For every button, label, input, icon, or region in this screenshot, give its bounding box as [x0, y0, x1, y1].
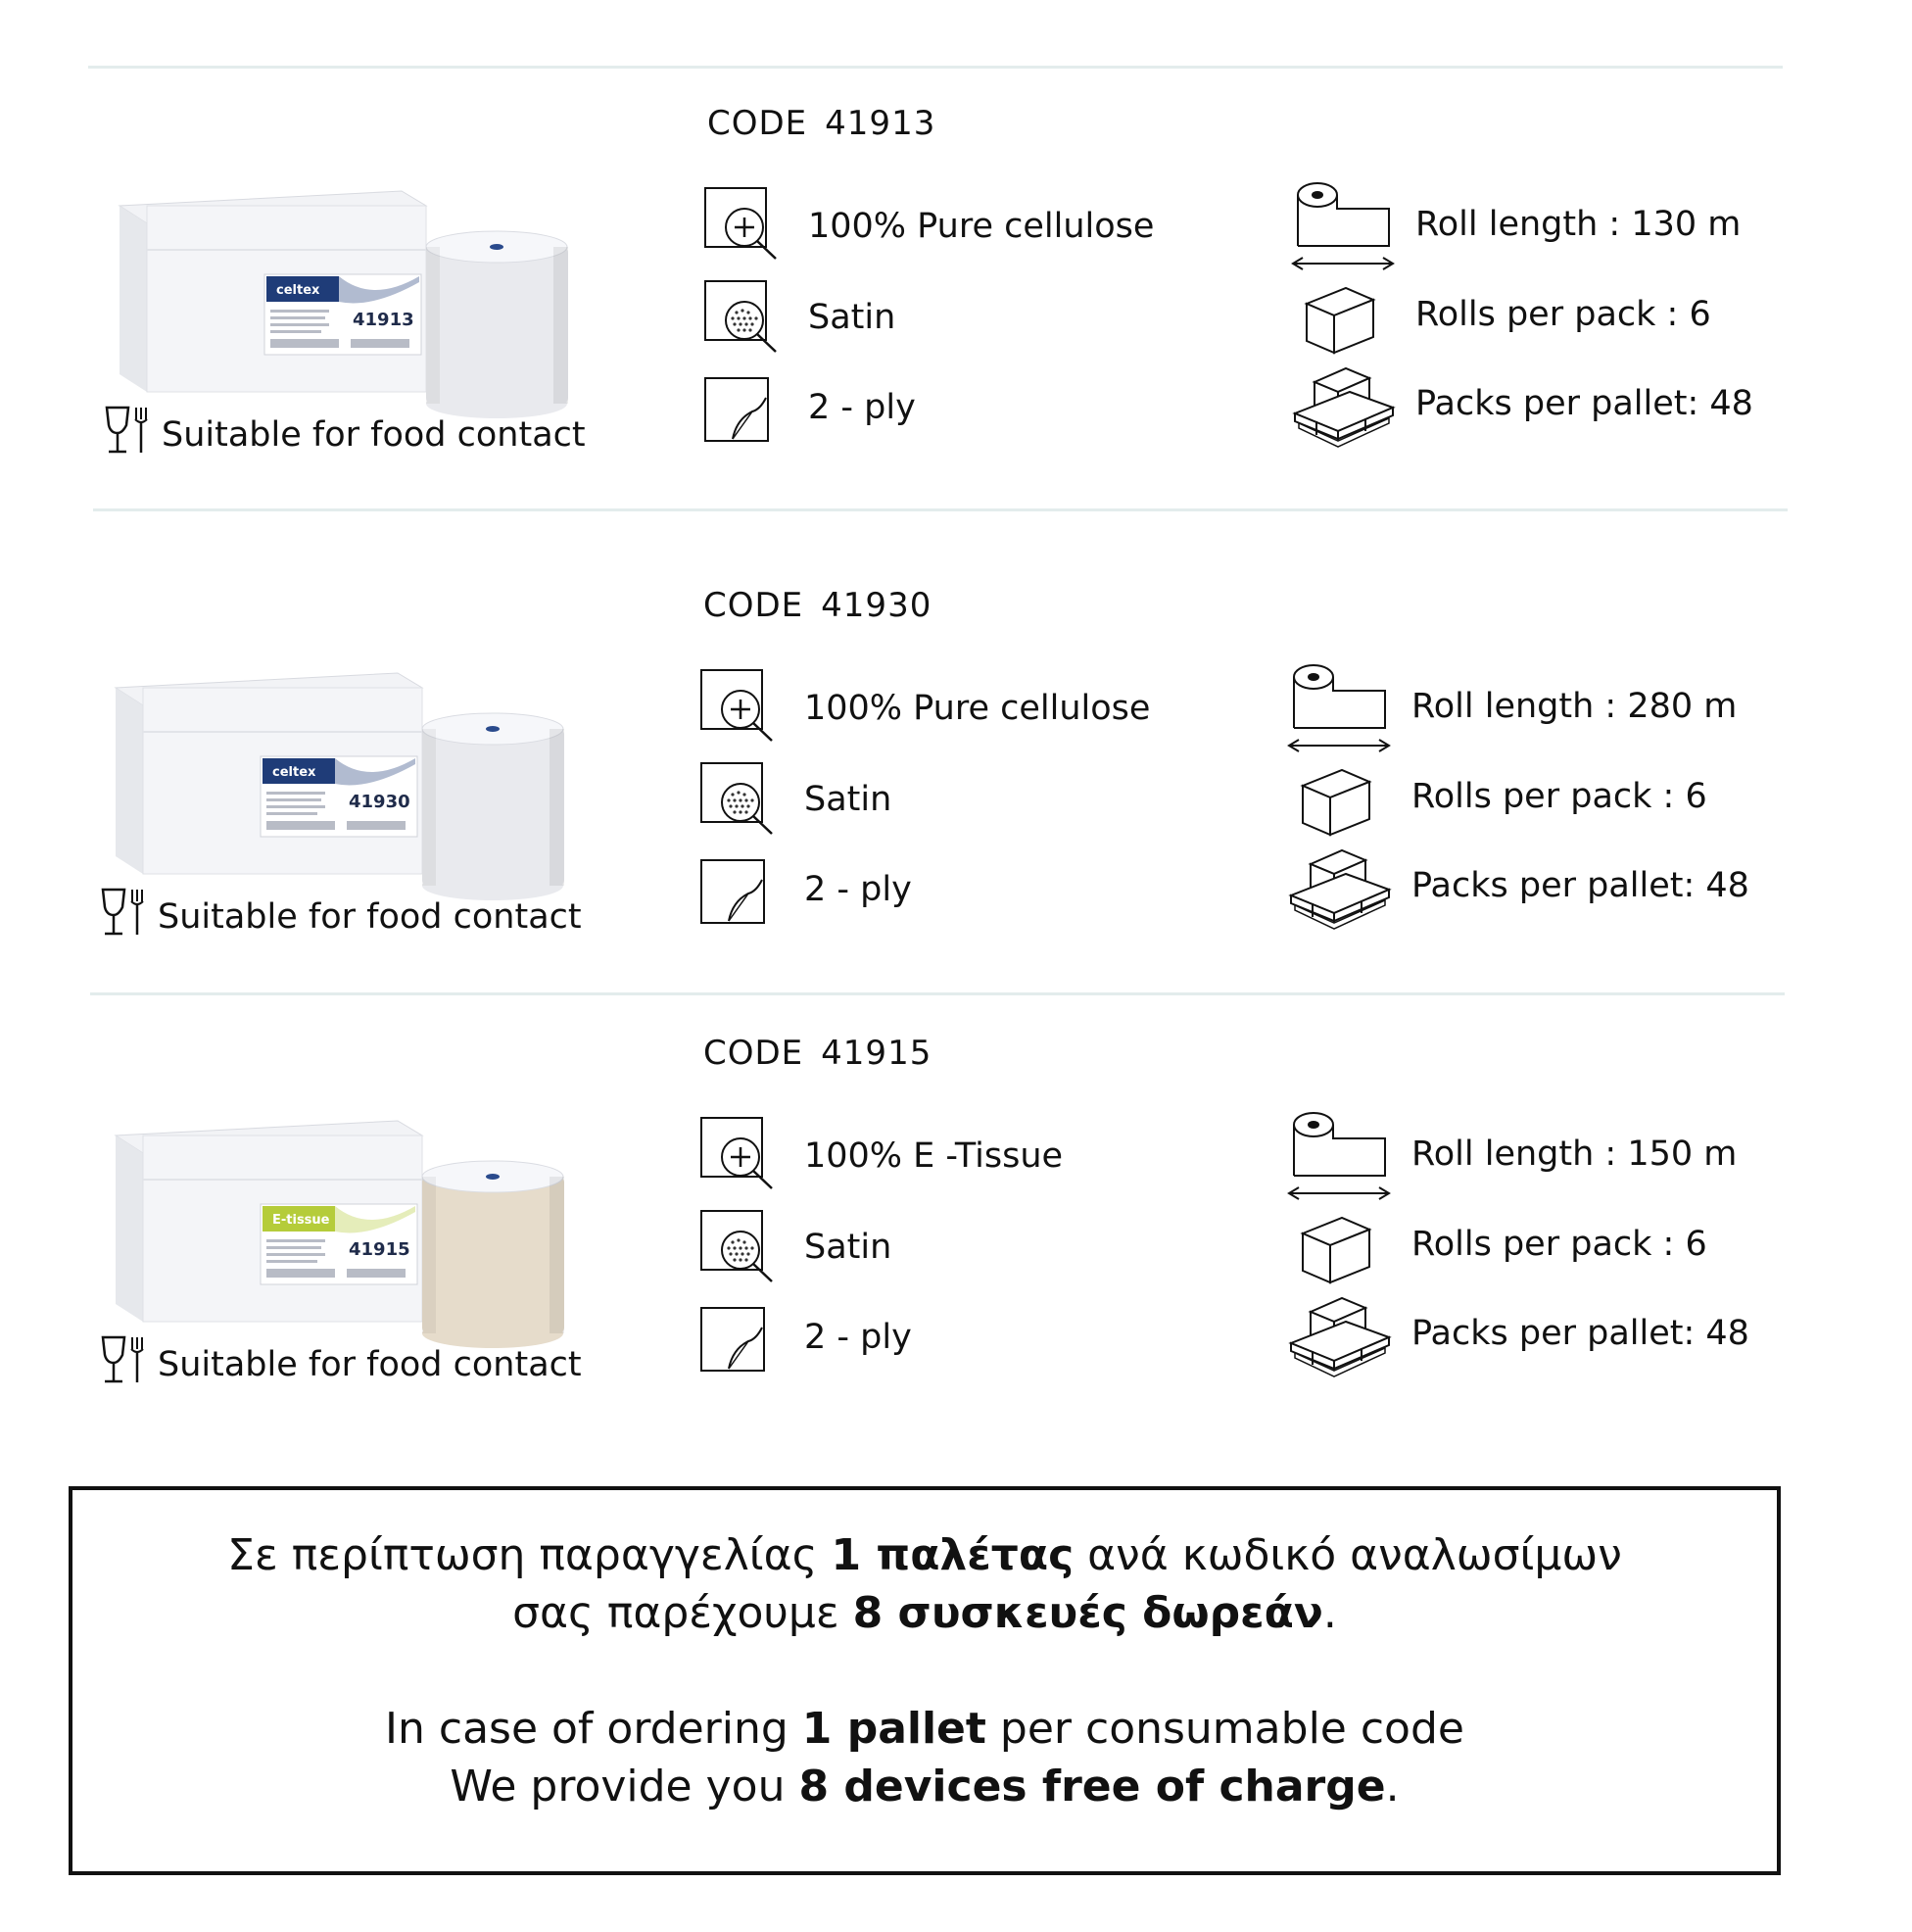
- material-spec: 100% Pure cellulose: [804, 689, 1151, 728]
- ply-icon: [699, 1306, 768, 1375]
- roll-length-spec: Roll length : 150 m: [1411, 1135, 1738, 1174]
- product-code: [703, 1034, 932, 1073]
- offer-greek-line-1: Σε περίπτωση παραγγελίας 1 παλέτας ανά κωδικό αναλωσίμων: [227, 1530, 1622, 1580]
- food-contact-label: Suitable for food contact: [162, 415, 586, 455]
- rolls-per-pack-spec: Rolls per pack : 6: [1415, 295, 1711, 334]
- pack-box-icon: [1297, 1212, 1375, 1290]
- svg-text:celtex: celtex: [276, 283, 320, 298]
- svg-text:41930: 41930: [349, 792, 410, 812]
- product-code: [707, 104, 935, 143]
- pallet-icon: [1287, 1288, 1395, 1382]
- rolls-per-pack-spec: Rolls per pack : 6: [1411, 777, 1707, 816]
- code-label: CODE: [707, 104, 808, 143]
- code-number: 41930: [821, 586, 932, 625]
- roll-length-spec: Roll length : 280 m: [1411, 687, 1738, 726]
- roll-length-spec: Roll length : 130 m: [1415, 205, 1742, 244]
- food-safe-icon: [103, 404, 154, 459]
- product-image: [108, 157, 578, 441]
- ply-icon: [699, 858, 768, 927]
- product-card-41915: [0, 998, 1908, 1449]
- product-image: [104, 1087, 574, 1371]
- svg-text:celtex: celtex: [272, 765, 316, 780]
- ply-spec: 2 - ply: [808, 388, 916, 427]
- satin-texture-icon: [699, 1209, 778, 1287]
- svg-text:E-tissue: E-tissue: [272, 1213, 330, 1228]
- product-card-41913: [0, 69, 1912, 519]
- cellulose-magnifier-icon: [703, 186, 782, 265]
- roll-length-icon: [1287, 1111, 1395, 1205]
- pallet-icon: [1287, 841, 1395, 935]
- product-card-41930: [0, 551, 1908, 1001]
- code-number: 41913: [825, 104, 936, 143]
- food-contact-label: Suitable for food contact: [158, 1345, 582, 1384]
- product-image: [104, 639, 574, 923]
- offer-greek-line-2: σας παρέχουμε 8 συσκευές δωρεάν.: [512, 1588, 1337, 1638]
- finish-spec: Satin: [804, 780, 892, 819]
- cellulose-magnifier-icon: [699, 1116, 778, 1194]
- offer-box: [69, 1486, 1781, 1875]
- material-spec: 100% Pure cellulose: [808, 207, 1155, 246]
- packs-per-pallet-spec: Packs per pallet: 48: [1411, 866, 1749, 905]
- cellulose-magnifier-icon: [699, 668, 778, 747]
- food-contact-label: Suitable for food contact: [158, 897, 582, 937]
- pallet-icon: [1291, 359, 1399, 453]
- code-label: CODE: [703, 586, 804, 625]
- product-code: [703, 586, 932, 625]
- satin-texture-icon: [699, 761, 778, 840]
- packs-per-pallet-spec: Packs per pallet: 48: [1415, 384, 1753, 423]
- satin-texture-icon: [703, 279, 782, 358]
- offer-english-line-1: In case of ordering 1 pallet per consumable code: [385, 1704, 1464, 1754]
- code-number: 41915: [821, 1034, 932, 1073]
- ply-spec: 2 - ply: [804, 1318, 912, 1357]
- code-label: CODE: [703, 1034, 804, 1073]
- offer-english-line-2: We provide you 8 devices free of charge.: [450, 1762, 1400, 1811]
- roll-length-icon: [1291, 181, 1399, 275]
- ply-spec: 2 - ply: [804, 870, 912, 909]
- rolls-per-pack-spec: Rolls per pack : 6: [1411, 1225, 1707, 1264]
- finish-spec: Satin: [804, 1228, 892, 1267]
- svg-text:41915: 41915: [349, 1239, 410, 1260]
- packs-per-pallet-spec: Packs per pallet: 48: [1411, 1314, 1749, 1353]
- pack-box-icon: [1297, 764, 1375, 843]
- ply-icon: [703, 376, 772, 445]
- roll-length-icon: [1287, 663, 1395, 757]
- food-safe-icon: [99, 1333, 150, 1388]
- material-spec: 100% E -Tissue: [804, 1136, 1064, 1176]
- svg-text:41913: 41913: [353, 310, 414, 330]
- finish-spec: Satin: [808, 298, 896, 337]
- pack-box-icon: [1301, 282, 1379, 361]
- food-safe-icon: [99, 886, 150, 941]
